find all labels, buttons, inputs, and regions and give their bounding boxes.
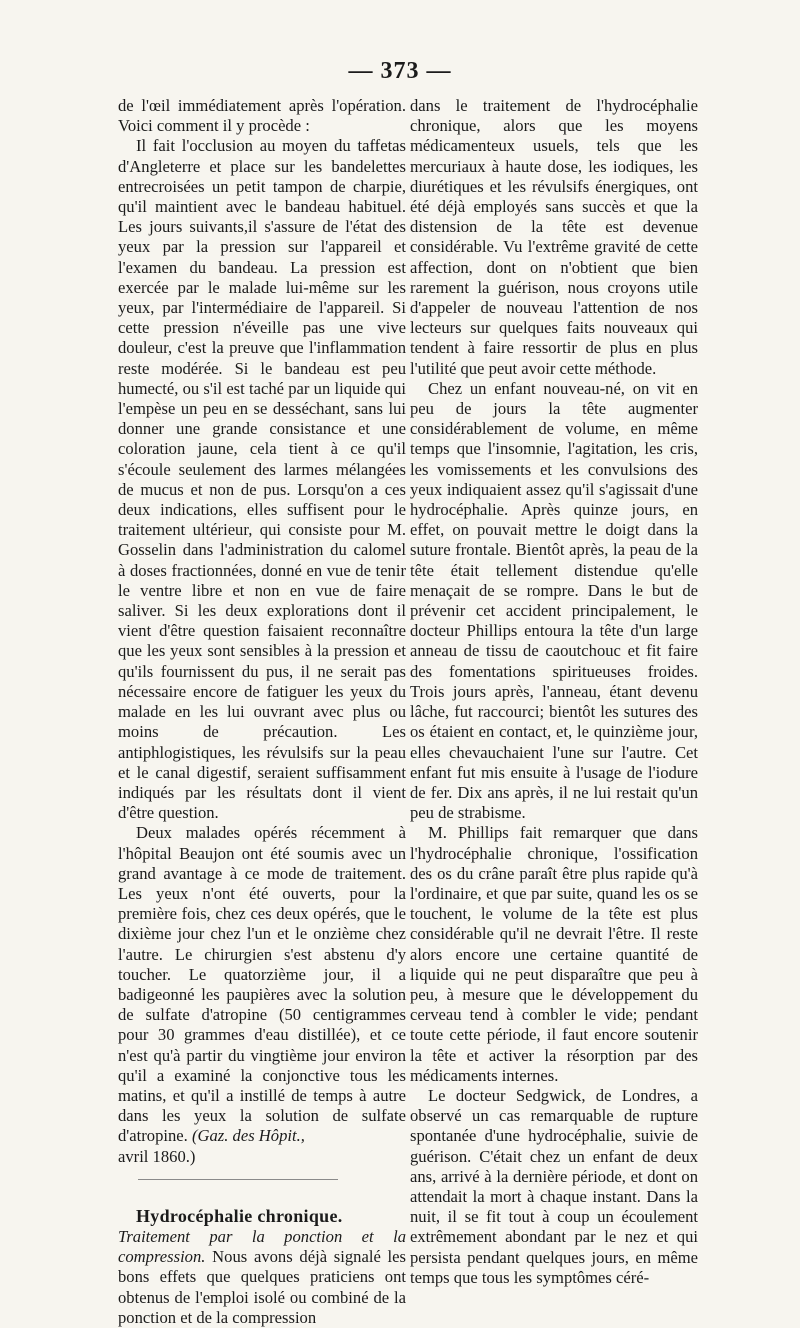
- citation-date: avril 1860.): [118, 1146, 196, 1166]
- citation-source: (Gaz. des Hôpit.,: [191, 1126, 305, 1146]
- paragraph: Chez un enfant nouveau-né, on vit en peu de jours la tête augmenter considérablement de volume, en même temps que l'insomnie, l'agitation, les cris, les vomissements et les convulsions des yeux indiquaient assez qu'il s'agissait d'une hydrocéphalie. Après quinze jours, en effet, on pouvait mettre le doigt dans la suture frontale. Bientôt après, la peau de la tête était tellement distendue qu'elle menaçait de se rompre. Dans le but de prévenir cet accident principalement, le docteur Phillips entoura la tête d'un large anneau de tissu de caoutchouc et fit faire des fomentations spiritueuses froides. Trois jours après, l'anneau, étant devenu lâche, fut raccourci; bientôt les sutures des os étaient en contact, et, le quinzième jour, elles chevauchaient l'une sur l'autre. Cet enfant fut mis ensuite à l'usage de l'iodure de fer. Dix ans après, il ne lui restait qu'un peu de strabisme.: [410, 378, 698, 823]
- paragraph: M. Phillips fait remarquer que dans l'hydrocéphalie chronique, l'ossification des os du crâne paraît être plus rapide qu'à l'ordinaire, et que par suite, quand les os se touchent, le volume de la tête est plus considérable qu'il ne devrait l'être. Il reste alors encore une certaine quantité de liquide qui ne peut disparaître que peu à peu, à mesure que le développement du cerveau tend à combler le vide; pendant toute cette période, il faut encore soutenir la tête et activer la résorption par des médicaments internes.: [410, 823, 698, 1085]
- section-divider: [138, 1179, 338, 1190]
- section-title: Hydrocéphalie chronique.: [136, 1205, 343, 1226]
- paragraph: Il fait l'occlusion au moyen du taffetas d'Angleterre et place sur les bandelettes entrecroisées un petit tampon de charpie, qu'il maintient avec le bandeau habituel. Les jours suivants,il s'assure de l'état des yeux par la pression sur l'appareil et l'examen du bandeau. La pression est exercée par le malade lui-même sur les yeux, par l'intermédiaire de l'appareil. Si cette pression n'éveille pas une vive douleur, c'est la preuve que l'inflammation reste modérée. Si le bandeau est peu humecté, ou s'il est taché par un liquide qui l'empèse un peu en se desséchant, sans lui donner une grande consistance et une coloration jaune, cela tient à ce qu'il s'écoule seulement des larmes mélangées de mucus et non de pus. Lorsqu'on a ces deux indications, elles suffisent pour le traitement ultérieur, qui consiste pour M. Gosselin dans l'administration du calomel à doses fractionnées, donné en vue de tenir le ventre libre et non en vue de faire saliver. Si les deux explorations dont il vient d'être question faisaient reconnaître que les yeux sont sensibles à la pression et qu'ils fournissent du pus, il ne serait pas nécessaire encore de fatiguer les yeux du malade en les lui ouvrant avec plus ou moins de précaution. Les antiphlogistiques, les révulsifs sur la peau et le canal digestif, seraient suffisamment indiqués par les résultats dont il vient d'être question.: [118, 136, 406, 823]
- right-column: [410, 96, 698, 1288]
- paragraph: [118, 823, 406, 1166]
- paragraph: de l'œil immédiatement après l'opération. Voici comment il y procède :: [118, 96, 406, 136]
- paragraph-text: Nous avons déjà signalé les bons effets que quelques praticiens ont obtenus de l'emploi isolé ou combiné de la ponction et de la compression: [118, 1247, 406, 1327]
- left-column: [118, 96, 406, 1328]
- section-subtitle: Traitement par la ponction et la compression.: [118, 1226, 406, 1267]
- paragraph: dans le traitement de l'hydrocéphalie chronique, alors que les moyens médicamenteux usuels, tels que les mercuriaux à haute dose, les iodiques, les diurétiques et les révulsifs énergiques, ont été déjà employés sans succès et que la distension de la tête est devenue considérable. Vu l'extrême gravité de cette affection, dont on n'obtient que bien rarement la guérison, nous croyons utile d'appeler de nouveau l'attention de nos lecteurs sur quelques faits nouveaux qui tendent à faire ressortir de plus en plus l'utilité que peut avoir cette méthode.: [410, 96, 698, 378]
- page-number: — 373 —: [348, 58, 452, 84]
- paragraph: Le docteur Sedgwick, de Londres, a observé un cas remarquable de rupture spontanée d'une hydrocéphalie, suivie de guérison. C'était chez un enfant de deux ans, arrivé à la dernière période, et dont on attendait la mort à chaque instant. Dans la nuit, il se fit tout à coup un écoulement extrêmement abondant par le nez et qui persista pendant quelques jours, en même temps que tous les symptômes céré-: [410, 1085, 698, 1287]
- paragraph: [118, 1206, 406, 1328]
- paragraph-text: Deux malades opérés récemment à l'hôpital Beaujon ont été soumis avec un grand avantage à ce mode de traitement. Les yeux n'ont été ouverts, pour la première fois, chez ces deux opérés, que le dixième jour chez l'un et le onzième chez l'autre. Le chirurgien s'est abstenu d'y toucher. Le quatorzième jour, il a badigeonné les paupières avec la solution de sulfate d'atropine (50 centigrammes pour 30 grammes d'eau distillée), et ce n'est qu'à partir du vingtième jour environ qu'il a examiné la conjonctive tous les matins, et qu'il a instillé de temps à autre dans les yeux la solution de sulfate d'atropine.: [118, 823, 406, 1146]
